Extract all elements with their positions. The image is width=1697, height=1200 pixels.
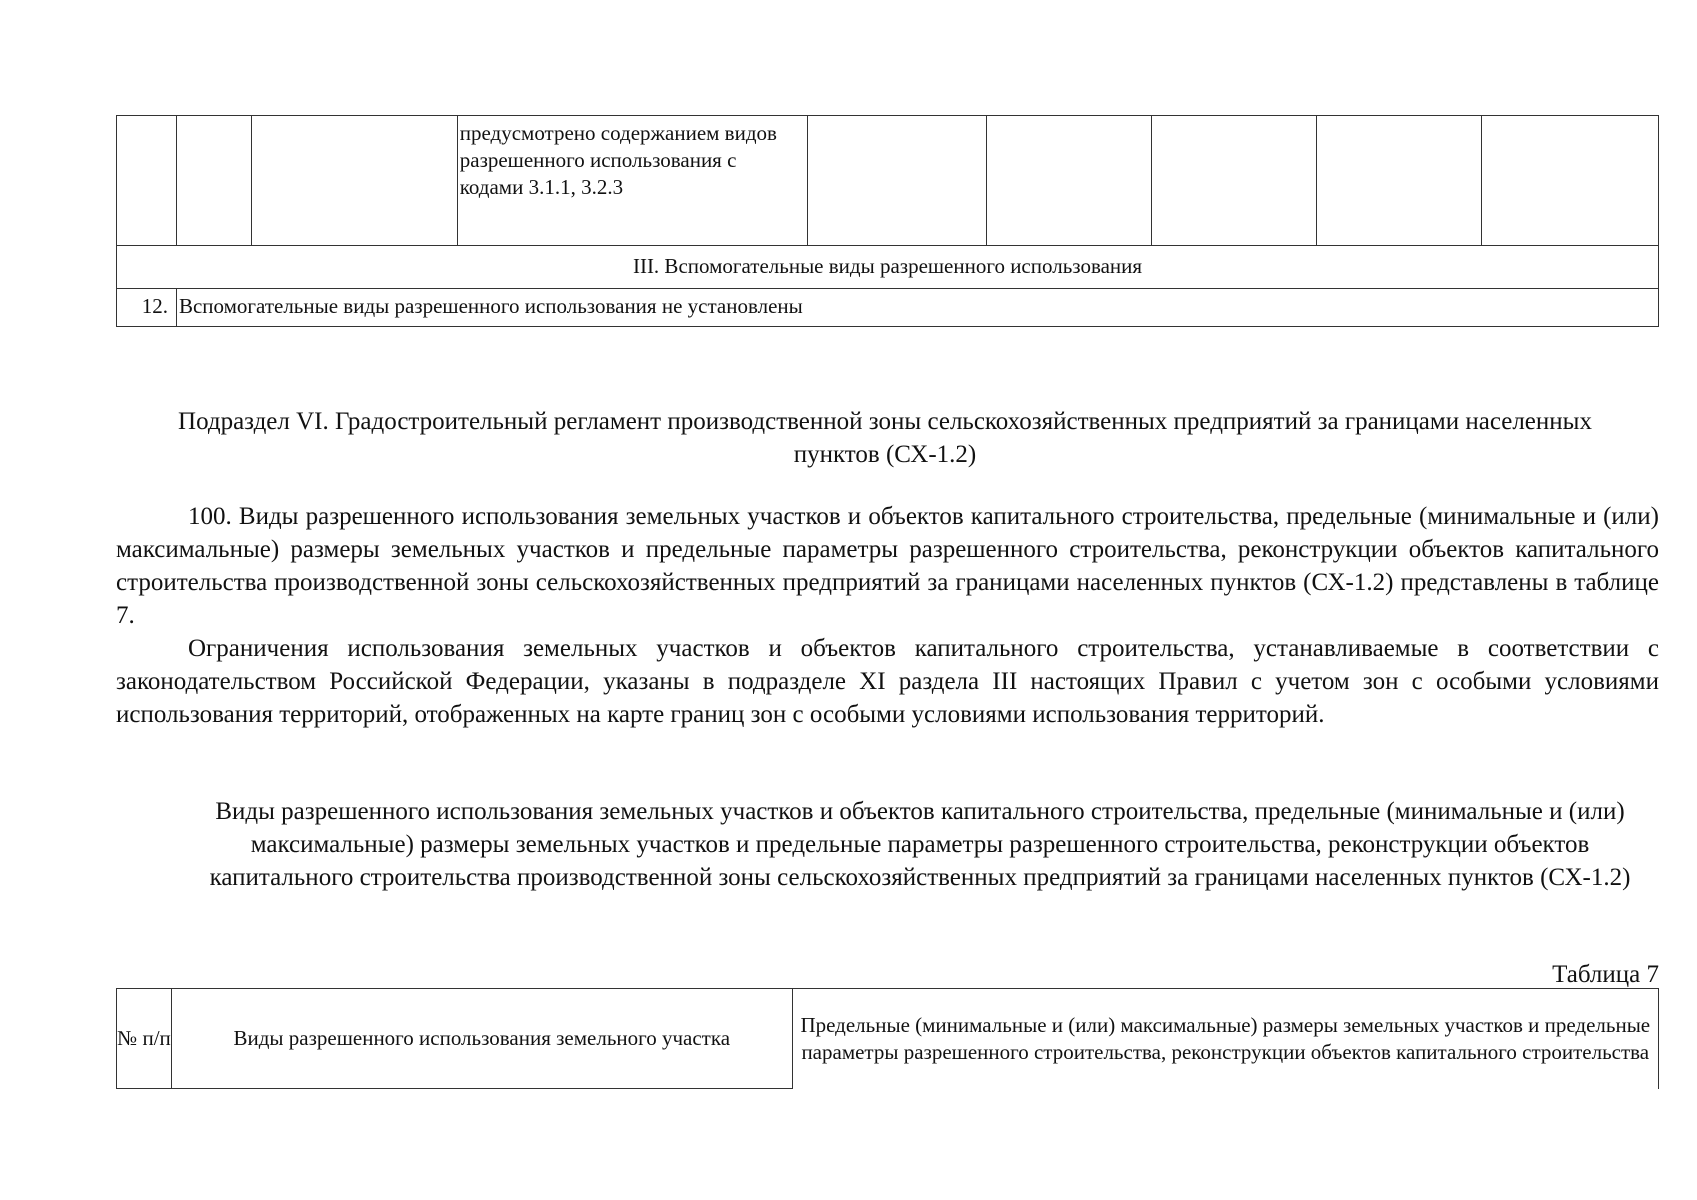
table-number: Таблица 7 [1552,961,1659,988]
table-cell [117,116,177,246]
body-text [116,500,1659,731]
subsection-title: Подраздел VI. Градостроительный регламент производственной зоны сельскохозяйственных предприятий за границами населенных пунктов (СХ-1.2) [178,408,1592,468]
table-row [117,116,1659,246]
section-header-cell: III. Вспомогательные виды разрешенного использования [117,246,1659,289]
table-7-header [116,988,1659,1089]
row-text: Вспомогательные виды разрешенного использования не установлены [176,289,1658,327]
continuation-table [116,115,1659,327]
paragraph-restrictions: Ограничения использования земельных участков и объектов капитального строительства, устанавливаемые в соответствии с законодательством Российской Федерации, указаны в подразделе XI раздела III настоящих Правил с учетом зон с особыми условиями использования территорий, отображенных на карте границ зон с особыми условиями использования территорий. [116,635,1659,728]
header-number: № п/п [117,989,172,1089]
table-row [117,289,1659,327]
table-cell [1317,116,1482,246]
table-cell [176,116,251,246]
table-cell [1482,116,1659,246]
paragraph-100: 100. Виды разрешенного использования земельных участков и объектов капитального строительства, предельные (минимальные и (или) максимальные) размеры земельных участков и предельные параметры разрешенного строительства, реконструкции объектов капитального строительства производственной зоны сельскохозяйственных предприятий за границами населенных пунктов (СХ-1.2) представлены в таблице 7. [116,503,1659,629]
table-cell [1152,116,1317,246]
table-cell-continuation-text: предусмотрено содержанием видов разрешенного использования с кодами 3.1.1, 3.2.3 [457,116,807,246]
table-cell [251,116,457,246]
row-number: 12. [117,289,177,327]
table-caption: Виды разрешенного использования земельных участков и объектов капитального строительства, предельные (минимальные и (или) максимальные) размеры земельных участков и предельные параметры разрешенного строительства, реконструкции объектов капитального строительства производственной зоны сельскохозяйственных предприятий за границами населенных пунктов (СХ-1.2) [209,798,1631,891]
table-header-row [117,989,1659,1089]
table-cell [807,116,987,246]
header-limits: Предельные (минимальные и (или) максимальные) размеры земельных участков и предельные параметры разрешенного строительства, реконструкции объектов капитального строительства [792,989,1658,1089]
table-cell [987,116,1152,246]
table-row-section-header [117,246,1659,289]
header-use-types: Виды разрешенного использования земельного участка [171,989,792,1089]
